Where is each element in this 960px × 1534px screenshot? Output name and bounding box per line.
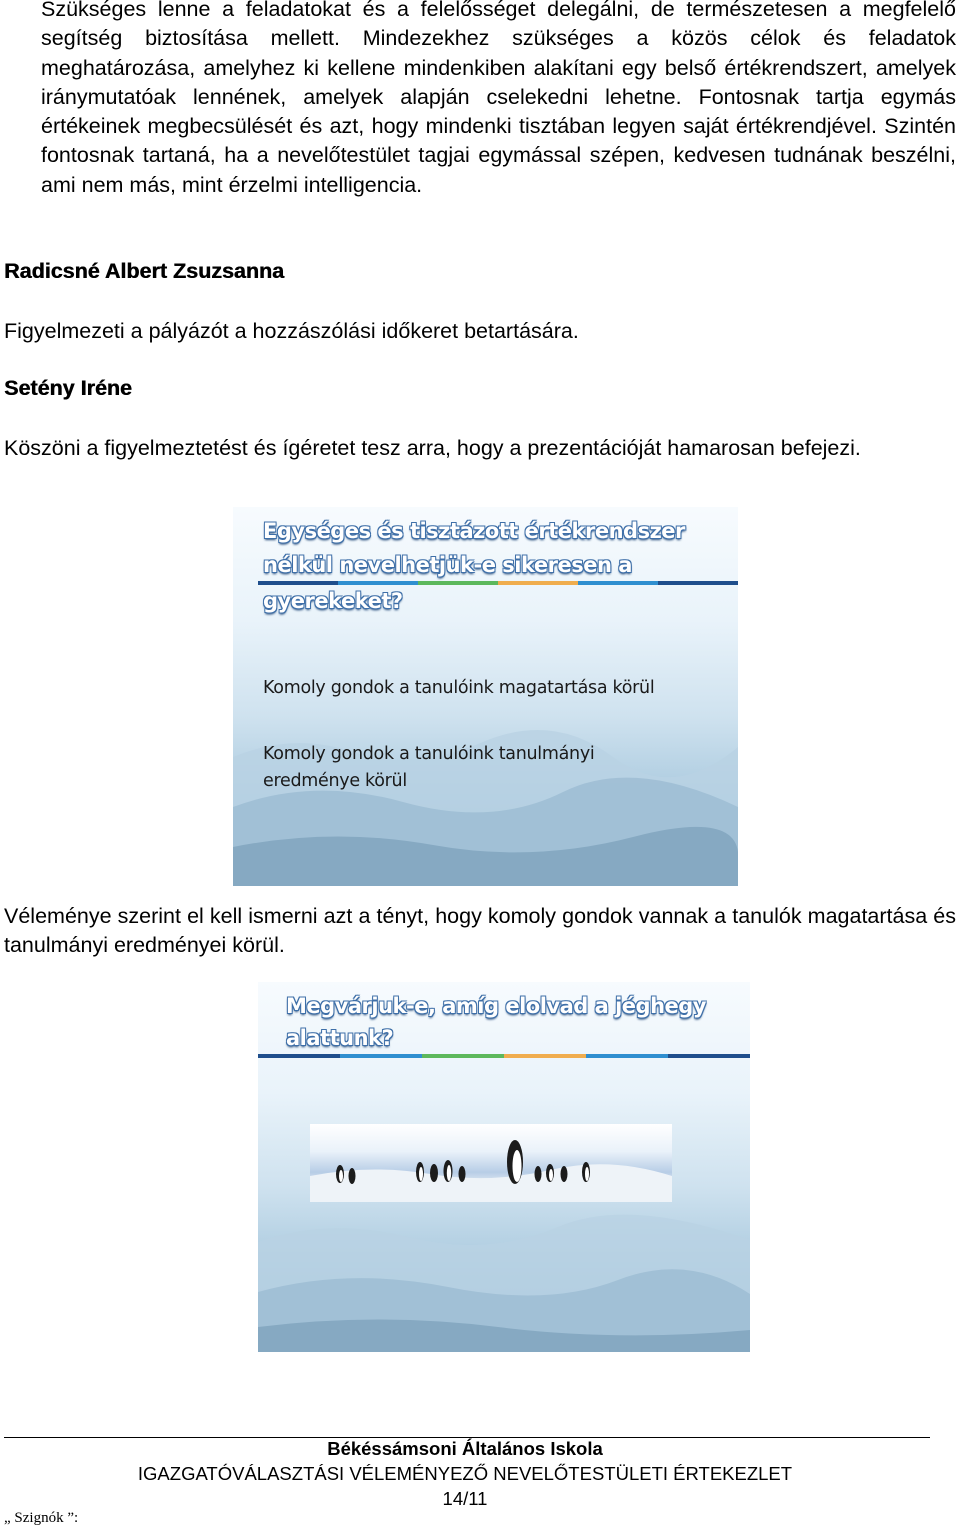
intro-paragraph: Szükséges lenne a feladatokat és a felelősséget delegálni, de természetesen a megfelelő segítség biztosítása mellett. Mindezekhez szükséges a közös célok és feladatok meghatározása, amelyhez ki kellene mindenkiben alakítani egy belső értékrendszert, amelyek iránymutatóak lennének, amelyek alapján cselekedni lehetne. Fontosnak tartja egymás értékeinek megbecsülését és azt, hogy mindenki tisztában legyen saját értékrendjével. Szintén fontosnak tartaná, ha a nevelőtestület tagjai egymással szépen, kedvesen tudnának beszélni, ami nem más, mint érzelmi intelligencia. <box>41 0 956 197</box>
slide1-bullet-study-line2: eredménye körül <box>263 771 407 791</box>
slide-image-values <box>233 507 738 886</box>
footer-page-number: 14/11 <box>442 1488 488 1509</box>
slide2-title-line1: Megvárjuk-e, amíg elolvad a jéghegy <box>286 994 706 1018</box>
penguins-on-ice-photo <box>310 1124 672 1202</box>
slide1-title-line3: gyerekeket? <box>263 589 403 613</box>
slide1-bullet-behaviour: Komoly gondok a tanulóink magatartása körül <box>263 678 655 698</box>
slide2-title-line2: alattunk? <box>286 1026 394 1050</box>
footer-meeting-title: IGAZGATÓVÁLASZTÁSI VÉLEMÉNYEZŐ NEVELŐTESTÜLETI ÉRTEKEZLET <box>137 1463 793 1484</box>
slide1-bullet-study-line1: Komoly gondok a tanulóink tanulmányi <box>263 744 595 764</box>
slide1-title-line2: nélkül nevelhetjük-e sikeresen a <box>263 553 632 577</box>
signature-label: „ Szignók ”: <box>4 1510 79 1526</box>
slide2-color-rule <box>258 1054 750 1058</box>
speaker1-paragraph: Figyelmezeti a pályázót a hozzászólási időkeret betartására. <box>4 319 579 343</box>
speaker-name-radicsne: Radicsné Albert Zsuzsanna <box>4 259 284 283</box>
footer-school-name: Békéssámsoni Általános Iskola <box>327 1438 603 1459</box>
speaker2-paragraph: Köszöni a figyelmeztetést és ígéretet tesz arra, hogy a prezentációját hamarosan befejezi. <box>4 436 861 460</box>
slide-image-iceberg <box>258 982 750 1352</box>
speaker-name-seteny: Setény Iréne <box>4 376 132 400</box>
opinion-paragraph: Véleménye szerint el kell ismerni azt a tényt, hogy komoly gondok vannak a tanulók magatartása és tanulmányi eredményei körül. <box>4 904 956 958</box>
slide1-title-line1: Egységes és tisztázott értékrendszer <box>263 519 685 543</box>
penguin-group-icon <box>310 1124 672 1202</box>
